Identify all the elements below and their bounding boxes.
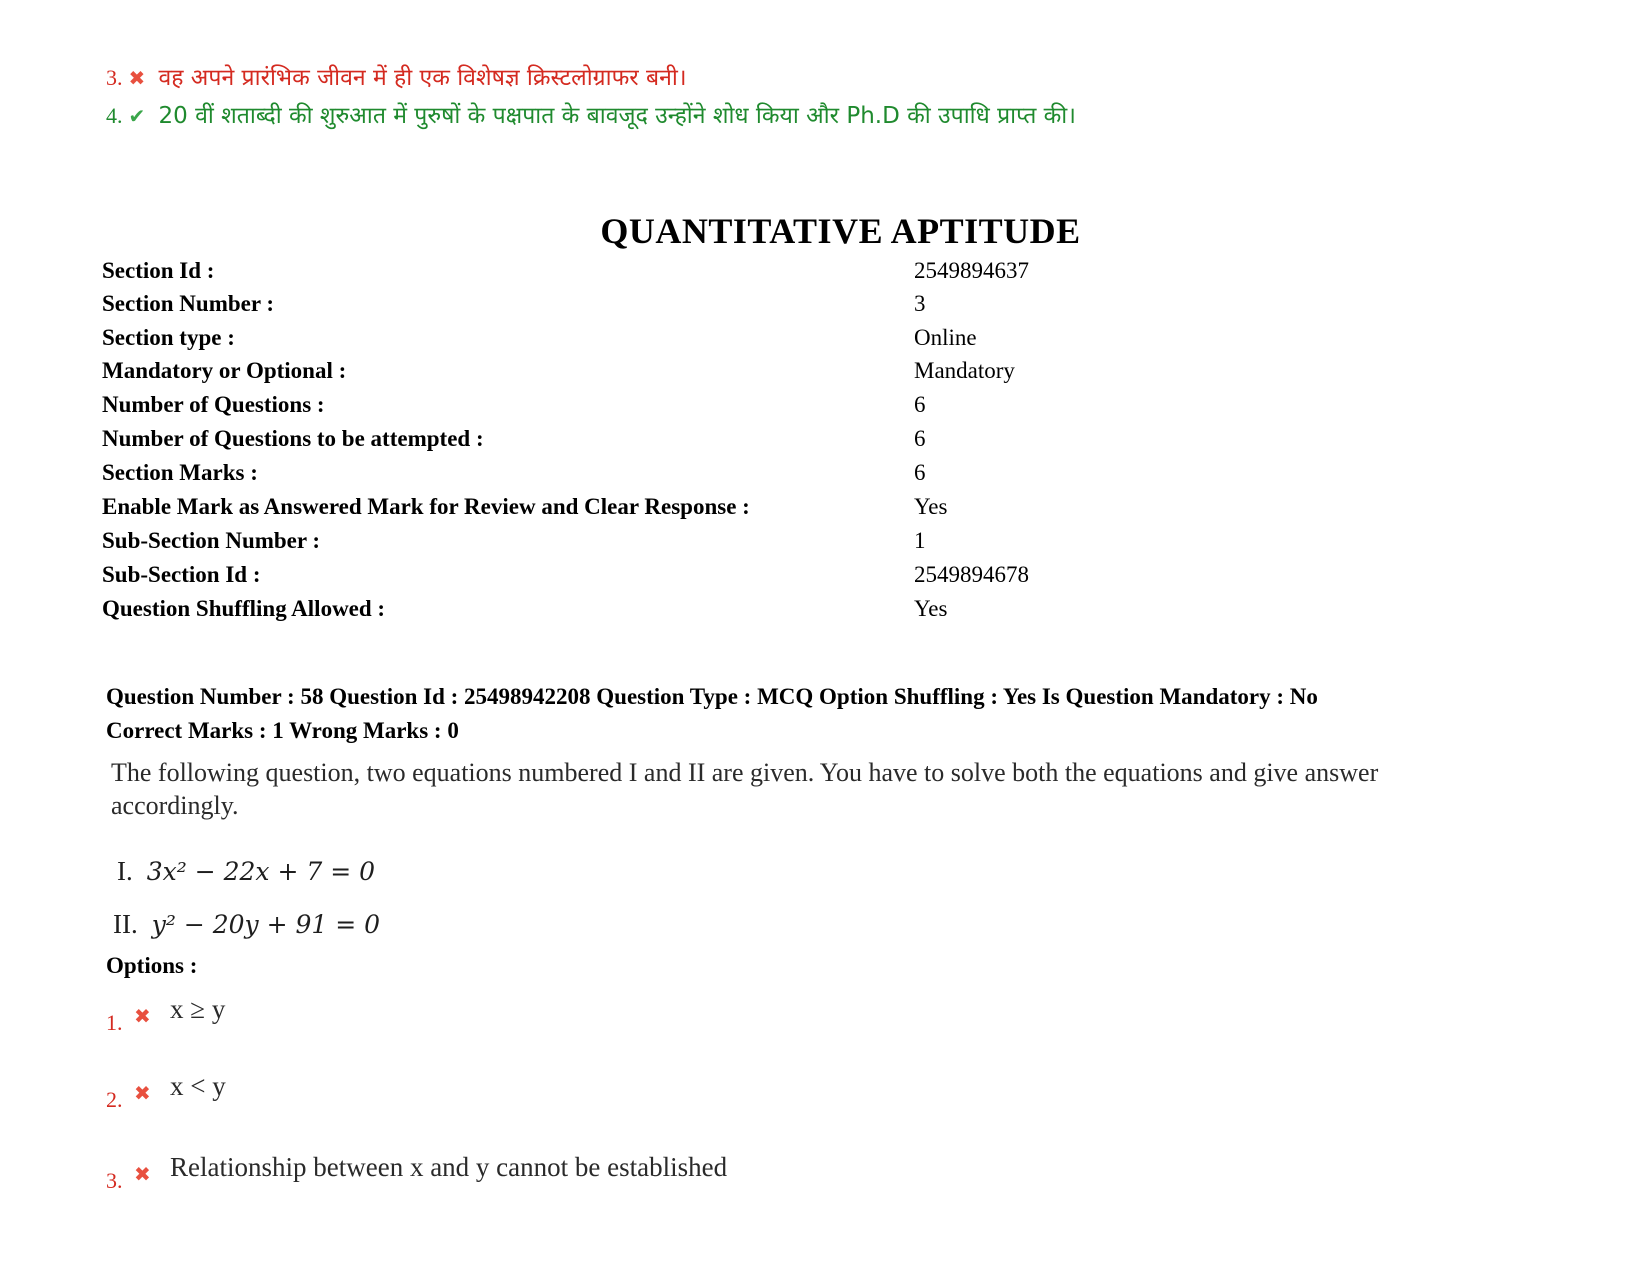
equation-1 bbox=[117, 856, 375, 887]
info-label: Section Number : bbox=[102, 291, 275, 316]
info-row-mandatory-optional bbox=[102, 358, 1102, 388]
option-number: 3. bbox=[106, 1168, 123, 1193]
option-number: 2. bbox=[106, 1087, 123, 1112]
info-value: 6 bbox=[914, 460, 926, 485]
info-row-section-type bbox=[102, 325, 1102, 355]
info-value: Online bbox=[914, 325, 977, 350]
equation-label: I. bbox=[117, 856, 133, 886]
info-label: Question Shuffling Allowed : bbox=[102, 596, 386, 621]
info-label: Number of Questions : bbox=[102, 392, 325, 417]
info-row-section-marks bbox=[102, 460, 1102, 490]
info-value: 6 bbox=[914, 392, 926, 417]
option-number: 1. bbox=[106, 1010, 123, 1035]
info-row-number-of-questions bbox=[102, 392, 1102, 422]
info-row-section-id bbox=[102, 258, 1102, 288]
cross-icon: ✖ bbox=[128, 66, 146, 90]
previous-option-3 bbox=[106, 60, 687, 92]
info-label: Number of Questions to be attempted : bbox=[102, 426, 484, 451]
info-value: 1 bbox=[914, 528, 926, 553]
option-text: 20 वीं शताब्दी की शुरुआत में पुरुषों के पक्षपात के बावजूद उन्होंने शोध किया और Ph.D की उपाधि प्राप्त की। bbox=[158, 103, 1076, 129]
cross-icon: ✖ bbox=[134, 1162, 151, 1186]
section-title: QUANTITATIVE APTITUDE bbox=[600, 211, 1081, 251]
info-row-enable-mark bbox=[102, 494, 1102, 524]
option-text: x < y bbox=[170, 1071, 226, 1101]
equation-label: II. bbox=[113, 909, 138, 939]
option-1 bbox=[106, 994, 1006, 1040]
check-icon: ✔ bbox=[128, 104, 146, 128]
option-3 bbox=[106, 1152, 1006, 1198]
info-row-sub-section-number bbox=[102, 528, 1102, 558]
info-row-question-shuffling bbox=[102, 596, 1102, 626]
question-meta bbox=[106, 680, 1566, 748]
equation-expression: y² − 20y + 91 = 0 bbox=[151, 910, 381, 939]
question-marks-line: Correct Marks : 1 Wrong Marks : 0 bbox=[106, 718, 459, 743]
option-text: वह अपने प्रारंभिक जीवन में ही एक विशेषज्ञ क्रिस्टलोग्राफर बनी। bbox=[158, 65, 687, 91]
info-label: Sub-Section Id : bbox=[102, 562, 261, 587]
info-label: Sub-Section Number : bbox=[102, 528, 321, 553]
info-value: 2549894678 bbox=[914, 562, 1029, 587]
option-text: Relationship between x and y cannot be established bbox=[170, 1152, 728, 1182]
equation-2 bbox=[113, 909, 380, 940]
option-text: x ≥ y bbox=[170, 994, 226, 1024]
equation-expression: 3x² − 22x + 7 = 0 bbox=[146, 857, 376, 886]
cross-icon: ✖ bbox=[134, 1081, 151, 1105]
cross-icon: ✖ bbox=[134, 1004, 151, 1028]
info-value: 6 bbox=[914, 426, 926, 451]
info-row-section-number bbox=[102, 291, 1102, 321]
previous-option-4 bbox=[106, 98, 1076, 130]
info-label: Enable Mark as Answered Mark for Review and Clear Response : bbox=[102, 494, 750, 519]
option-number: 4. bbox=[106, 103, 123, 128]
question-text: The following question, two equations numbered I and II are given. You have to solve both the equations and give answer accordingly. bbox=[111, 758, 1379, 820]
info-value: Yes bbox=[914, 596, 948, 621]
option-number: 3. bbox=[106, 65, 123, 90]
info-label: Section Id : bbox=[102, 258, 215, 283]
info-row-sub-section-id bbox=[102, 562, 1102, 592]
info-label: Mandatory or Optional : bbox=[102, 358, 347, 383]
info-label: Section Marks : bbox=[102, 460, 258, 485]
option-2 bbox=[106, 1071, 1006, 1117]
info-row-questions-to-attempt bbox=[102, 426, 1102, 456]
info-value: Yes bbox=[914, 494, 948, 519]
info-value: Mandatory bbox=[914, 358, 1015, 383]
info-value: 3 bbox=[914, 291, 926, 316]
options-label: Options : bbox=[106, 953, 198, 978]
info-label: Section type : bbox=[102, 325, 235, 350]
info-value: 2549894637 bbox=[914, 258, 1029, 283]
question-meta-line: Question Number : 58 Question Id : 25498942208 Question Type : MCQ Option Shuffling : Yes Is Question Mandatory : No bbox=[106, 684, 1318, 709]
